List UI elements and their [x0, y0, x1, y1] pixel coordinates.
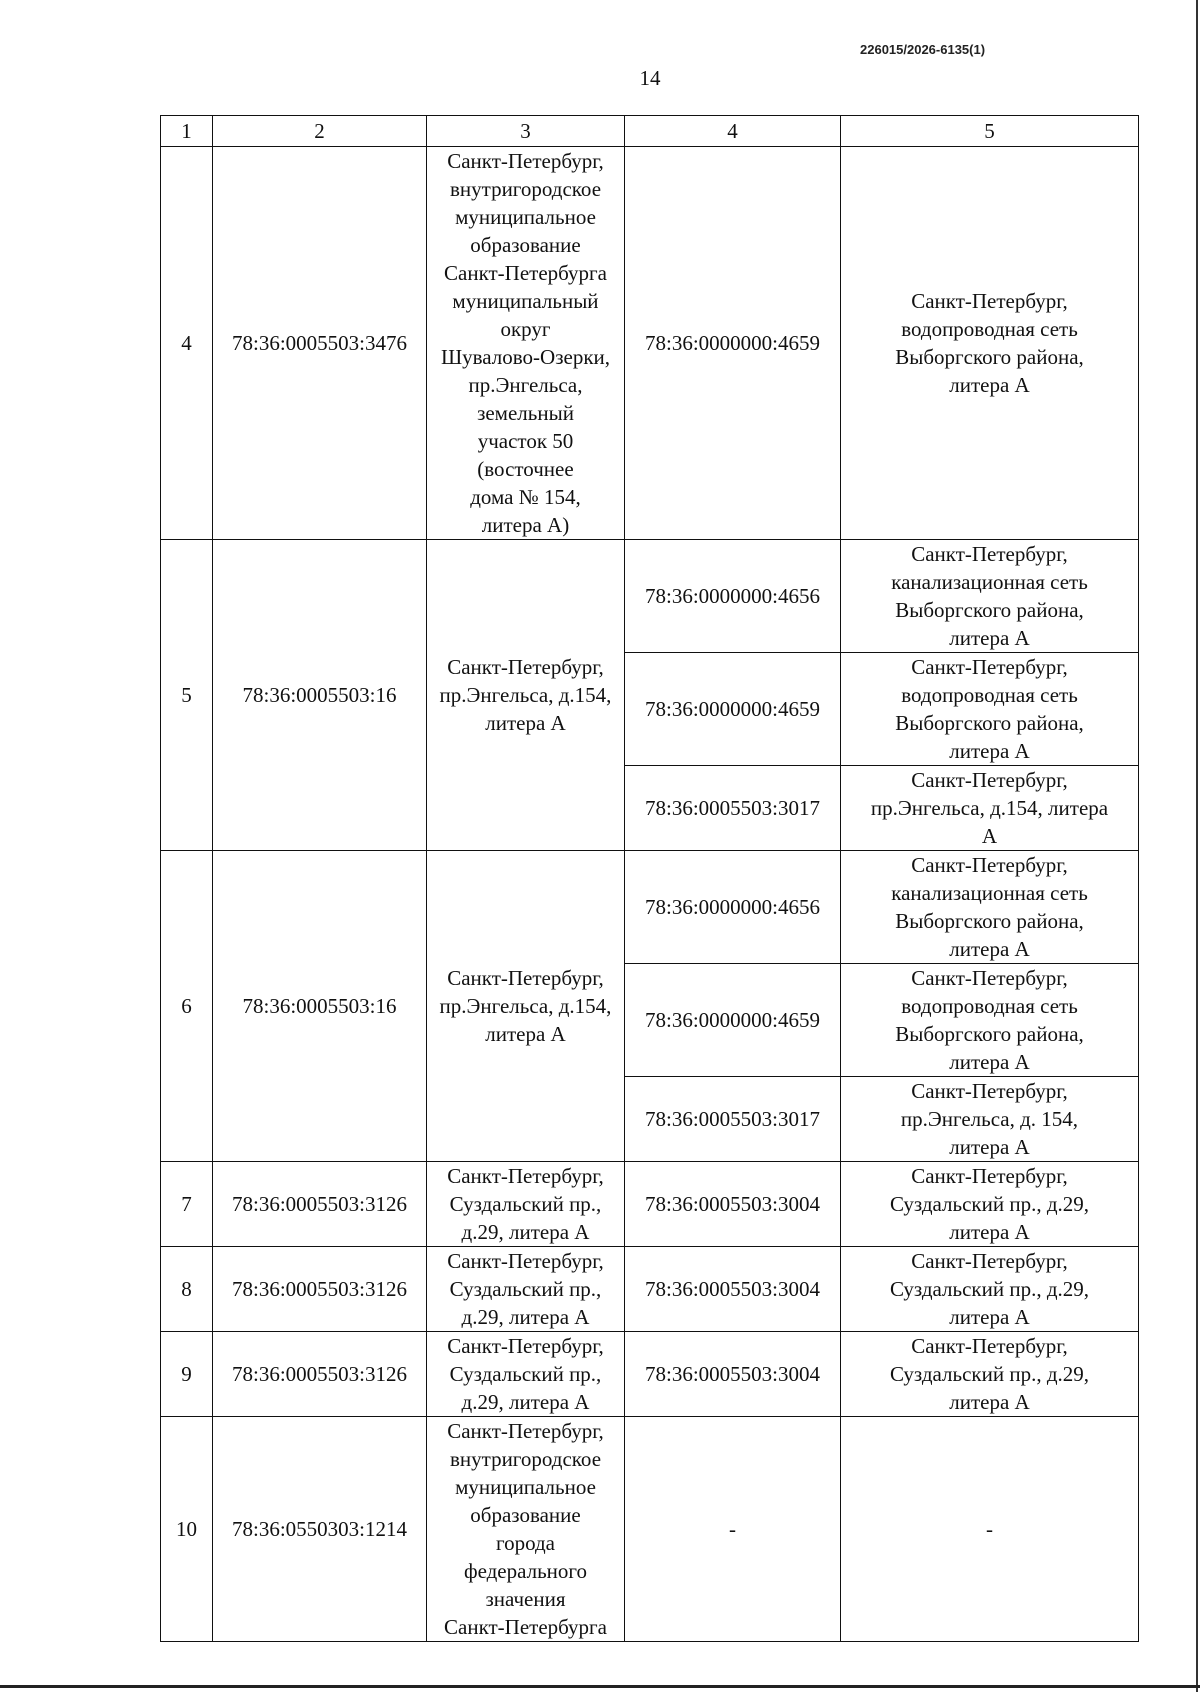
parcel-cadastral-number: 78:36:0005503:3126	[213, 1332, 427, 1417]
parcel-cadastral-number: 78:36:0005503:3476	[213, 147, 427, 540]
parcel-address: Санкт-Петербург, Суздальский пр., д.29, литера А	[427, 1332, 625, 1417]
table-row	[161, 1332, 1139, 1417]
parcel-cadastral-number: 78:36:0005503:3126	[213, 1162, 427, 1247]
parcel-cadastral-number: 78:36:0005503:3126	[213, 1247, 427, 1332]
row-number: 9	[161, 1332, 213, 1417]
scan-edge-bottom	[0, 1685, 1200, 1688]
row-number: 8	[161, 1247, 213, 1332]
table-row	[161, 540, 1139, 653]
parcel-address: Санкт-Петербург, Суздальский пр., д.29, литера А	[427, 1247, 625, 1332]
scan-edge-right	[1196, 0, 1198, 1692]
parcel-address: Санкт-Петербург, Суздальский пр., д.29, литера А	[427, 1162, 625, 1247]
object-cadastral-number: 78:36:0005503:3017	[625, 766, 841, 851]
object-cadastral-number: 78:36:0005503:3004	[625, 1247, 841, 1332]
object-description: Санкт-Петербург, водопроводная сеть Выборгского района, литера А	[841, 964, 1139, 1077]
object-description: Санкт-Петербург, Суздальский пр., д.29, литера А	[841, 1332, 1139, 1417]
object-cadastral-number: 78:36:0000000:4656	[625, 540, 841, 653]
object-description: Санкт-Петербург, Суздальский пр., д.29, литера А	[841, 1247, 1139, 1332]
object-description: -	[841, 1417, 1139, 1642]
table-row	[161, 851, 1139, 964]
row-number: 6	[161, 851, 213, 1162]
parcel-address: Санкт-Петербург, внутригородское муниципальное образование города федерального значения Санкт-Петербурга	[427, 1417, 625, 1642]
table-row	[161, 1162, 1139, 1247]
object-cadastral-number: 78:36:0005503:3004	[625, 1332, 841, 1417]
object-description: Санкт-Петербург, водопроводная сеть Выборгского района, литера А	[841, 653, 1139, 766]
row-number: 5	[161, 540, 213, 851]
object-description: Санкт-Петербург, водопроводная сеть Выборгского района, литера А	[841, 147, 1139, 540]
object-cadastral-number: 78:36:0005503:3004	[625, 1162, 841, 1247]
object-cadastral-number: 78:36:0000000:4659	[625, 653, 841, 766]
parcel-address: Санкт-Петербург, пр.Энгельса, д.154, литера А	[427, 851, 625, 1162]
object-description: Санкт-Петербург, пр.Энгельса, д.154, литера А	[841, 766, 1139, 851]
object-description: Санкт-Петербург, канализационная сеть Выборгского района, литера А	[841, 851, 1139, 964]
table-row	[161, 1417, 1139, 1642]
object-cadastral-number: 78:36:0000000:4656	[625, 851, 841, 964]
table-header-row	[161, 116, 1139, 147]
parcel-cadastral-number: 78:36:0550303:1214	[213, 1417, 427, 1642]
object-cadastral-number: 78:36:0000000:4659	[625, 964, 841, 1077]
column-header: 3	[427, 116, 625, 147]
table-row	[161, 147, 1139, 540]
column-header: 5	[841, 116, 1139, 147]
column-header: 1	[161, 116, 213, 147]
object-cadastral-number: 78:36:0000000:4659	[625, 147, 841, 540]
row-number: 7	[161, 1162, 213, 1247]
registry-table	[160, 115, 1139, 1642]
column-header: 2	[213, 116, 427, 147]
column-header: 4	[625, 116, 841, 147]
parcel-address: Санкт-Петербург, внутригородское муниципальное образование Санкт-Петербурга муниципальный округ Шувалово-Озерки, пр.Энгельса, земельный участок 50 (восточнее дома № 154, литера А)	[427, 147, 625, 540]
object-cadastral-number: 78:36:0005503:3017	[625, 1077, 841, 1162]
table-row	[161, 1247, 1139, 1332]
parcel-cadastral-number: 78:36:0005503:16	[213, 851, 427, 1162]
parcel-address: Санкт-Петербург, пр.Энгельса, д.154, литера А	[427, 540, 625, 851]
object-cadastral-number: -	[625, 1417, 841, 1642]
object-description: Санкт-Петербург, Суздальский пр., д.29, литера А	[841, 1162, 1139, 1247]
parcel-cadastral-number: 78:36:0005503:16	[213, 540, 427, 851]
object-description: Санкт-Петербург, канализационная сеть Выборгского района, литера А	[841, 540, 1139, 653]
row-number: 10	[161, 1417, 213, 1642]
page-number: 14	[639, 66, 661, 90]
object-description: Санкт-Петербург, пр.Энгельса, д. 154, литера А	[841, 1077, 1139, 1162]
document-id: 226015/2026-6135(1)	[860, 42, 986, 57]
row-number: 4	[161, 147, 213, 540]
